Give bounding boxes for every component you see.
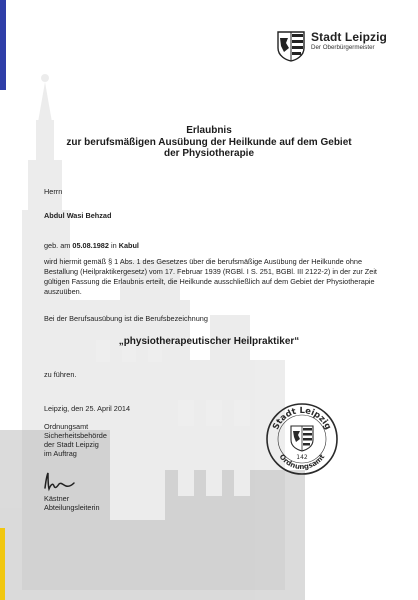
blue-edge-stripe: [0, 0, 6, 90]
professional-title: „physiotherapeutischer Heilpraktiker“: [118, 336, 300, 347]
handwritten-signature: [42, 470, 76, 492]
office-line-1: Ordnungsamt: [44, 422, 89, 431]
place-date: Leipzig, den 25. April 2014: [44, 404, 131, 413]
birth-in: in: [110, 241, 117, 250]
city-logo-text: [311, 31, 387, 52]
document-subtitle-line-2: der Physiotherapie: [163, 148, 255, 159]
signer-title: Abteilungsleiterin: [44, 503, 100, 512]
city-name: Stadt Leipzig: [311, 30, 387, 44]
permission-paragraph: wird hiermit gemäß § 1 Abs. 1 des Gesetzes über die berufsmäßige Ausübung der Heilkunde ohne Bestallung (Heilpraktikergesetz) vom 17. Februar 1939 (RGBl. I S. 251, BGBl. III 2122-2) in der zur Zeit gültigen Fassung die Erlaubnis erteilt, die Heilkunde ausschließlich auf dem Gebiet der Physiotherapie auszuüben.: [44, 257, 377, 296]
official-stamp: [265, 402, 339, 476]
birth-date: 05.08.1982: [72, 241, 109, 250]
signer-name: Kästner: [44, 494, 70, 503]
office-line-2: Sicherheitsbehörde: [44, 431, 107, 440]
office-name: Der Oberbürgermeister: [311, 44, 375, 51]
birth-place: Kabul: [118, 241, 139, 250]
recipient-name: Abdul Wasi Behzad: [44, 211, 112, 220]
salutation: Herrn: [44, 187, 63, 196]
closing-text: zu führen.: [44, 370, 77, 379]
stamp-top-text: Stadt Leipzig: [271, 405, 333, 432]
document-title: Erlaubnis: [186, 125, 232, 136]
leipzig-coat-of-arms-icon: [276, 30, 306, 62]
designation-intro: Bei der Berufsausübung ist die Berufsbezeichnung: [44, 314, 208, 323]
stamp-crest-icon: [291, 426, 313, 451]
stamp-bottom-text: Ordnungsamt: [277, 452, 327, 472]
yellow-edge-stripe: [0, 528, 5, 600]
stamp-number: 142: [296, 454, 308, 461]
birth-prefix: geb. am: [44, 241, 71, 250]
office-line-3: der Stadt Leipzig: [44, 440, 99, 449]
birth-line: [44, 241, 139, 250]
office-line-4: im Auftrag: [44, 449, 77, 458]
document-subtitle-line-1: zur berufsmäßigen Ausübung der Heilkunde auf dem Gebiet: [66, 136, 352, 148]
